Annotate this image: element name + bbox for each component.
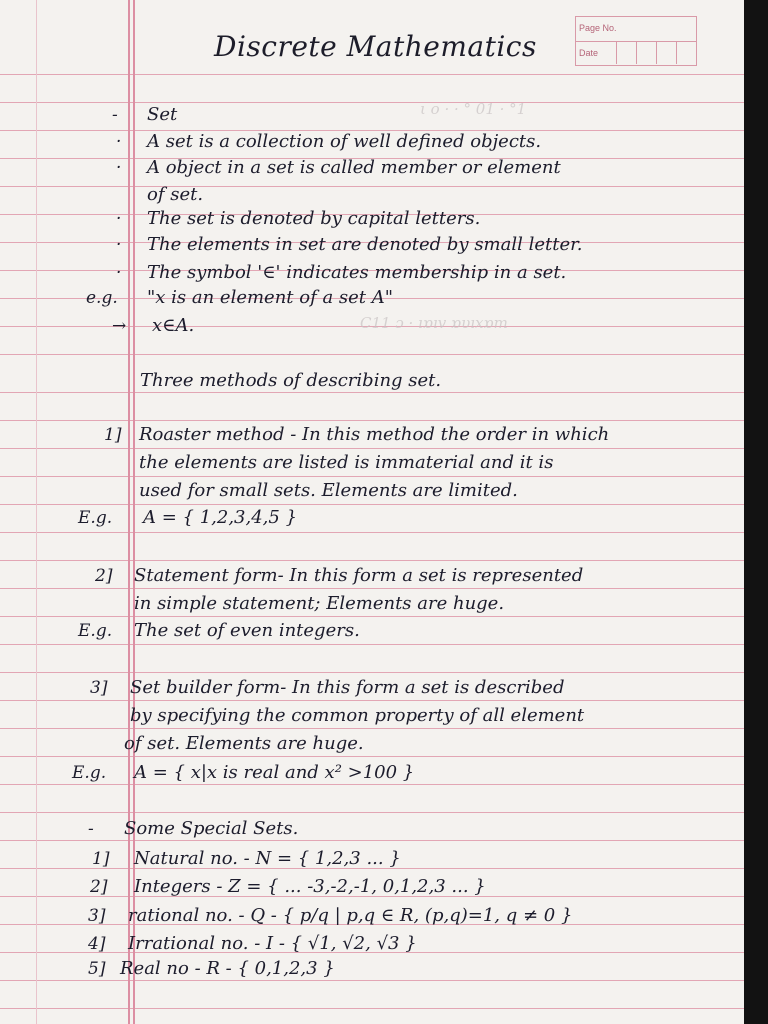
bullet-line-2: A object in a set is called member or element (147, 157, 561, 178)
example-label: E.g. (72, 763, 107, 783)
example-text: "x is an element of a set A" (147, 287, 394, 308)
roster-example: A = { 1,2,3,4,5 } (143, 507, 298, 528)
method-number: 1] (104, 425, 122, 445)
bullet-dot: · (116, 263, 122, 283)
statement-line-2: in simple statement; Elements are huge. (134, 593, 505, 614)
margin-line (128, 0, 130, 1024)
builder-line-1: Set builder form- In this form a set is described (130, 677, 565, 698)
ruled-line (0, 728, 748, 729)
date-label: Date (576, 41, 696, 64)
ruled-line (0, 560, 748, 561)
roster-line-2: the elements are listed is immaterial and it is (139, 452, 554, 473)
roster-line-1: Roaster method - In this method the order in which (139, 424, 610, 445)
ruled-line (0, 448, 748, 449)
builder-line-2: by specifying the common property of all element (130, 705, 585, 726)
bleed-through: ι ο · · ° 01 · °1 (420, 100, 527, 118)
ruled-line (0, 102, 748, 103)
builder-example: A = { x|x is real and x² >100 } (134, 762, 415, 783)
special-sets-heading: Some Special Sets. (124, 818, 299, 839)
bullet-dot: · (116, 158, 122, 178)
arrow-glyph: → (112, 316, 127, 336)
date-cells (616, 41, 696, 64)
ruled-line (0, 700, 748, 701)
ruled-line (0, 354, 748, 355)
irrational-numbers: Irrational no. - I - { √1, √2, √3 } (128, 933, 417, 954)
bullet-dot: · (116, 132, 122, 152)
set-number: 5] (88, 959, 106, 979)
ruled-line (0, 784, 748, 785)
bullet-dot: · (116, 235, 122, 255)
set-number: 4] (88, 934, 106, 954)
rational-numbers: rational no. - Q - { p/q | p,q ∈ R, (p,q)=1, q ≠ 0 } (128, 905, 573, 926)
ruled-line (0, 840, 748, 841)
ruled-line (0, 420, 748, 421)
bullet-line-5: The symbol '∈' indicates membership in a set. (147, 262, 567, 283)
page-date-box (575, 16, 697, 66)
heading-bullet: - (112, 105, 118, 125)
real-numbers: Real no - R - { 0,1,2,3 } (120, 958, 335, 979)
ruled-line (0, 588, 748, 589)
set-number: 2] (90, 877, 108, 897)
bleed-through: C11 ɔ · ıɒıv ɒυıxɒm (360, 314, 508, 332)
margin-line (133, 0, 135, 1024)
example-label: e.g. (86, 288, 118, 308)
page-no-label: Page No. (579, 23, 617, 33)
ruled-line (0, 672, 748, 673)
margin-line (36, 0, 37, 1024)
set-number: 3] (88, 906, 106, 926)
statement-line-1: Statement form- In this form a set is represented (134, 565, 584, 586)
ruled-line (0, 532, 748, 533)
ruled-line (0, 186, 748, 187)
example-label: E.g. (78, 621, 113, 641)
method-number: 2] (95, 566, 113, 586)
statement-example: The set of even integers. (134, 620, 360, 641)
methods-heading: Three methods of describing set. (140, 370, 442, 391)
bullet-dot: · (116, 209, 122, 229)
bullet-line-2-cont: of set. (147, 184, 204, 205)
ruled-line (0, 812, 748, 813)
ruled-line (0, 644, 748, 645)
ruled-line (0, 1008, 748, 1009)
arrow-text: x∈A. (152, 315, 195, 336)
bullet-line-4: The elements in set are denoted by small letter. (147, 234, 583, 255)
bullet-line-3: The set is denoted by capital letters. (147, 208, 481, 229)
roster-line-3: used for small sets. Elements are limited. (139, 480, 518, 501)
page-title: Discrete Mathematics (214, 30, 537, 63)
example-label: E.g. (78, 508, 113, 528)
heading-bullet: - (88, 819, 94, 839)
ruled-line (0, 504, 748, 505)
builder-line-3: of set. Elements are huge. (124, 733, 364, 754)
page-edge-shadow (744, 0, 768, 1024)
method-number: 3] (90, 678, 108, 698)
integers: Integers - Z = { ... -3,-2,-1, 0,1,2,3 ... } (134, 876, 486, 897)
section-heading-set: Set (147, 104, 178, 125)
ruled-line (0, 74, 748, 75)
ruled-line (0, 392, 748, 393)
ruled-line (0, 756, 748, 757)
natural-numbers: Natural no. - N = { 1,2,3 ... } (134, 848, 401, 869)
ruled-line (0, 616, 748, 617)
ruled-line (0, 476, 748, 477)
set-number: 1] (92, 849, 110, 869)
bullet-line-1: A set is a collection of well defined objects. (147, 131, 542, 152)
ruled-line (0, 980, 748, 981)
